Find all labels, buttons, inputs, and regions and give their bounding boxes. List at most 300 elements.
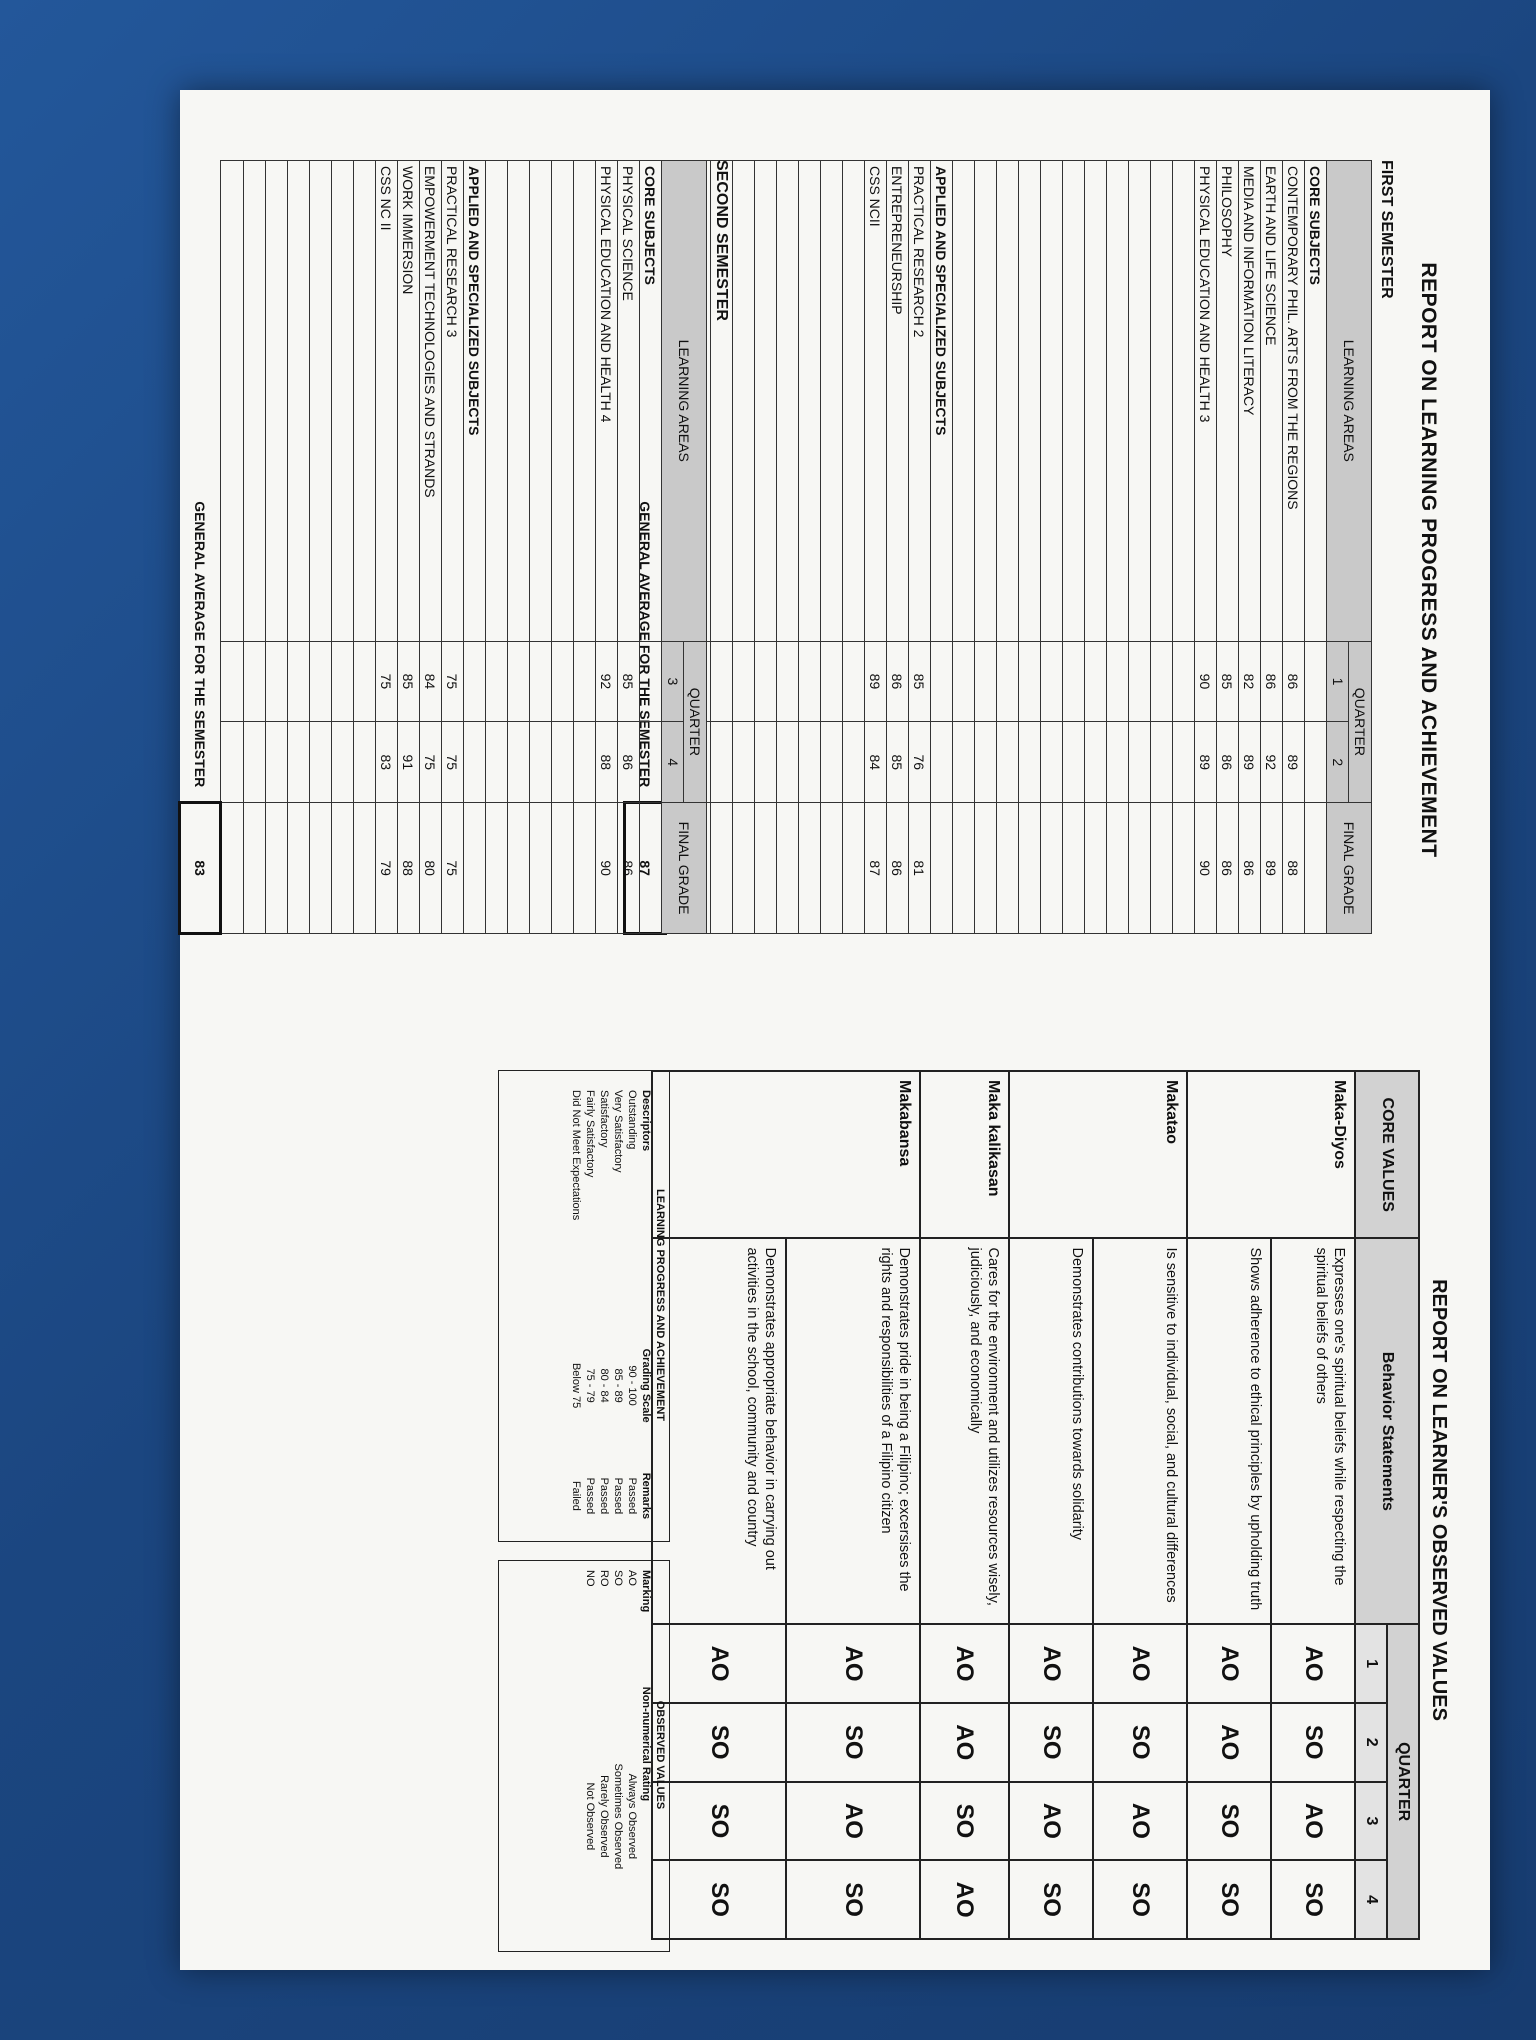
quarter-2-mark: AO	[920, 1703, 1009, 1782]
blank-row	[997, 161, 1019, 934]
grading-scale: 75 - 79	[584, 1368, 596, 1403]
quarter-4-mark: AO	[920, 1860, 1009, 1939]
empty-cell	[1063, 161, 1085, 642]
empty-cell	[821, 641, 843, 722]
final-grade-header: FINAL GRADE	[1327, 803, 1372, 934]
quarter-4-mark: SO	[1187, 1860, 1271, 1939]
descriptor: Did Not Meet Expectations	[570, 1090, 582, 1221]
quarter-grade: 75	[442, 641, 464, 722]
empty-cell	[508, 722, 530, 803]
quarter-3-mark: SO	[920, 1782, 1009, 1861]
core-values-header: CORE VALUES	[1355, 1071, 1419, 1238]
quarter-2-mark: SO	[1093, 1703, 1187, 1782]
blank-row	[953, 161, 975, 934]
empty-cell	[266, 722, 288, 803]
quarter-1-mark: AO	[786, 1624, 920, 1703]
quarter-grade: 85	[398, 641, 420, 722]
empty-cell	[1107, 722, 1129, 803]
report-card-sheet	[180, 90, 1490, 1970]
empty-cell	[508, 803, 530, 934]
quarter-2-header: 2	[1327, 722, 1350, 803]
empty-cell	[266, 803, 288, 934]
blank-row	[1041, 161, 1063, 934]
subject-name: WORK IMMERSION	[398, 161, 420, 642]
grading-scale: 90 - 100	[626, 1365, 638, 1406]
empty-cell	[574, 641, 596, 722]
empty-cell	[777, 161, 799, 642]
grading-scale: Below 75	[570, 1362, 582, 1409]
empty-cell	[843, 641, 865, 722]
empty-cell	[997, 803, 1019, 934]
behavior-statement: Cares for the environment and utilizes resources wisely, judiciously, and economically	[920, 1238, 1009, 1624]
empty-cell	[711, 803, 733, 934]
final-grade: 88	[398, 803, 420, 934]
empty-cell	[574, 161, 596, 642]
subject-name: EMPOWERMENT TECHNOLOGIES AND STRANDS	[420, 161, 442, 642]
core-value-name: Maka-Diyos	[1187, 1071, 1355, 1238]
quarter-4-mark: SO	[1271, 1860, 1355, 1939]
quarter-1-mark: AO	[1009, 1624, 1093, 1703]
first-semester-table	[624, 160, 1373, 935]
empty-cell	[486, 641, 508, 722]
behavior-statement: Demonstrates contributions towards solidarity	[1009, 1238, 1093, 1624]
empty-cell	[799, 803, 821, 934]
final-grade: 89	[1261, 803, 1283, 934]
quarter-grade: 84	[420, 641, 442, 722]
blank-row	[799, 161, 821, 934]
descriptor: Satisfactory	[598, 1090, 610, 1148]
blank-row	[266, 161, 288, 934]
learning-areas-header: LEARNING AREAS	[1327, 161, 1372, 642]
behavior-statement: Is sensitive to individual, social, and cultural differences	[1093, 1238, 1187, 1624]
final-grade: 81	[909, 803, 931, 934]
blank-row	[1107, 161, 1129, 934]
quarter-2-mark: SO	[1271, 1703, 1355, 1782]
quarter-1-header: 1	[1355, 1624, 1387, 1703]
quarter-grade: 86	[887, 641, 909, 722]
quarter-3-mark: SO	[1187, 1782, 1271, 1861]
subject-name: CSS NCII	[865, 161, 887, 642]
subject-row	[909, 161, 931, 934]
final-grade: 75	[442, 803, 464, 934]
subject-row	[596, 161, 618, 934]
empty-cell	[1041, 803, 1063, 934]
observed-values-title: REPORT ON LEARNER'S OBSERVED VALUES	[1428, 1279, 1450, 1721]
final-grade: 87	[865, 803, 887, 934]
empty-cell	[931, 722, 953, 803]
descriptor: Fairly Satisfactory	[584, 1090, 596, 1178]
empty-cell	[755, 722, 777, 803]
marking: AO	[626, 1570, 638, 1586]
grading-scale-row	[597, 1070, 611, 1540]
empty-cell	[799, 641, 821, 722]
empty-cell	[310, 641, 332, 722]
subject-row	[887, 161, 909, 934]
behavior-statement: Shows adherence to ethical principles by upholding truth	[1187, 1238, 1271, 1624]
empty-cell	[733, 641, 755, 722]
observed-values-page	[180, 1030, 1490, 1970]
blank-row	[975, 161, 997, 934]
empty-cell	[1085, 722, 1107, 803]
subject-row	[442, 161, 464, 934]
blank-row	[332, 161, 354, 934]
blank-row	[733, 161, 755, 934]
subject-name: ENTREPRENEURSHIP	[887, 161, 909, 642]
core-subjects-label: CORE SUBJECTS	[640, 161, 662, 642]
quarter-4-header: 4	[662, 722, 685, 803]
core-subjects-row	[640, 161, 662, 934]
empty-cell	[530, 161, 552, 642]
subject-row	[1283, 161, 1305, 934]
empty-cell	[821, 803, 843, 934]
empty-cell	[508, 641, 530, 722]
quarter-1-mark: AO	[1093, 1624, 1187, 1703]
descriptor: Very Satisfactory	[612, 1090, 624, 1173]
blank-row	[1019, 161, 1041, 934]
quarter-grade: 92	[1261, 722, 1283, 803]
blank-row	[288, 161, 310, 934]
quarter-grade: 86	[1261, 641, 1283, 722]
blank-row	[552, 161, 574, 934]
empty-cell	[354, 641, 376, 722]
empty-cell	[244, 641, 266, 722]
blank-row	[755, 161, 777, 934]
final-grade: 86	[887, 803, 909, 934]
blank-row	[486, 161, 508, 934]
grading-scale-row	[625, 1070, 639, 1540]
empty-cell	[486, 161, 508, 642]
empty-cell	[821, 722, 843, 803]
empty-cell	[1151, 161, 1173, 642]
empty-cell	[332, 641, 354, 722]
subject-row	[1239, 161, 1261, 934]
empty-cell	[1305, 641, 1327, 722]
quarter-4-mark: SO	[1009, 1860, 1093, 1939]
final-grade-header: FINAL GRADE	[662, 803, 707, 934]
empty-cell	[574, 803, 596, 934]
empty-cell	[464, 641, 486, 722]
core-value-name: Makatao	[1009, 1071, 1187, 1238]
subject-row	[376, 161, 398, 934]
empty-cell	[266, 161, 288, 642]
empty-cell	[1019, 803, 1041, 934]
empty-cell	[552, 803, 574, 934]
marking: SO	[612, 1570, 624, 1586]
blank-row	[221, 161, 244, 934]
quarter-grade: 88	[596, 722, 618, 803]
empty-cell	[486, 722, 508, 803]
quarter-1-header: 1	[1327, 641, 1350, 722]
final-grade: 86	[1239, 803, 1261, 934]
empty-cell	[733, 722, 755, 803]
remarks: Passed	[598, 1477, 610, 1515]
legend-marks-title: OBSERVED VALUES	[654, 1700, 666, 1810]
behavior-statements-header: Behavior Statements	[1355, 1238, 1419, 1624]
empty-cell	[975, 803, 997, 934]
quarter-grade: 91	[398, 722, 420, 803]
empty-cell	[1107, 161, 1129, 642]
blank-row	[1063, 161, 1085, 934]
quarter-grade: 86	[618, 722, 640, 803]
empty-cell	[354, 803, 376, 934]
marking-row	[597, 1560, 611, 1950]
core-subjects-row	[1305, 161, 1327, 934]
empty-cell	[799, 161, 821, 642]
empty-cell	[310, 722, 332, 803]
empty-cell	[508, 161, 530, 642]
quarter-1-mark: AO	[652, 1624, 786, 1703]
grading-scale-row	[583, 1070, 597, 1540]
non-numerical-rating: Always Observed	[626, 1773, 638, 1860]
quarter-3-header: 3	[662, 641, 685, 722]
empty-cell	[953, 641, 975, 722]
observed-value-row	[1093, 1071, 1187, 1939]
blank-row	[843, 161, 865, 934]
empty-cell	[221, 803, 244, 934]
marking: RO	[598, 1570, 610, 1587]
quarter-grade: 89	[1239, 722, 1261, 803]
empty-cell	[244, 161, 266, 642]
subject-name: EARTH AND LIFE SCIENCE	[1261, 161, 1283, 642]
progress-title: REPORT ON LEARNING PROGRESS AND ACHIEVEMENT	[1417, 262, 1440, 858]
quarter-grade: 86	[1283, 641, 1305, 722]
empty-cell	[997, 722, 1019, 803]
general-average-value: 87	[625, 803, 666, 934]
quarter-2-mark: SO	[786, 1703, 920, 1782]
general-average-label: GENERAL AVERAGE FOR THE SEMESTER	[192, 501, 208, 788]
empty-cell	[953, 161, 975, 642]
legend-marking-header: Marking	[640, 1570, 652, 1613]
blank-row	[354, 161, 376, 934]
empty-cell	[1107, 803, 1129, 934]
empty-cell	[1173, 722, 1195, 803]
blank-row	[1085, 161, 1107, 934]
empty-cell	[997, 641, 1019, 722]
quarter-grade: 89	[1195, 722, 1217, 803]
applied-subjects-row	[931, 161, 953, 934]
blank-row	[821, 161, 843, 934]
grading-scale: 80 - 84	[598, 1368, 610, 1403]
second-semester-table	[179, 160, 708, 935]
quarter-grade: 82	[1239, 641, 1261, 722]
legend-descriptors-header: Descriptors	[640, 1090, 652, 1152]
behavior-statement: Demonstrates appropriate behavior in carrying out activities in the school, community and country	[652, 1238, 786, 1624]
legend-remarks-header: Remarks	[640, 1472, 652, 1520]
empty-cell	[640, 641, 662, 722]
blank-row	[244, 161, 266, 934]
empty-cell	[1041, 641, 1063, 722]
empty-cell	[1063, 641, 1085, 722]
quarter-1-mark: AO	[1187, 1624, 1271, 1703]
learning-progress-page	[180, 90, 1490, 1030]
quarter-3-mark: AO	[1093, 1782, 1187, 1861]
quarter-4-mark: SO	[652, 1860, 786, 1939]
quarter-grade: 83	[376, 722, 398, 803]
observed-value-row	[920, 1071, 1009, 1939]
empty-cell	[288, 722, 310, 803]
quarter-grade: 89	[865, 641, 887, 722]
empty-cell	[777, 641, 799, 722]
second-semester-title: SECOND SEMESTER	[713, 160, 730, 321]
empty-cell	[975, 722, 997, 803]
quarter-grade: 85	[1217, 641, 1239, 722]
empty-cell	[221, 641, 244, 722]
empty-cell	[640, 722, 662, 803]
empty-cell	[711, 722, 733, 803]
empty-cell	[799, 722, 821, 803]
first-semester-title: FIRST SEMESTER	[1378, 160, 1395, 299]
observed-value-row	[1271, 1071, 1355, 1939]
empty-cell	[221, 722, 244, 803]
empty-cell	[997, 161, 1019, 642]
final-grade: 90	[596, 803, 618, 934]
grading-scale-row	[569, 1070, 583, 1540]
quarter-grade: 84	[865, 722, 887, 803]
quarter-3-mark: SO	[652, 1782, 786, 1861]
quarter-grade: 75	[420, 722, 442, 803]
subject-row	[1261, 161, 1283, 934]
legend-scale-title: LEARNING PROGRESS AND ACHIEVEMENT	[654, 1188, 666, 1422]
empty-cell	[464, 722, 486, 803]
quarter-header: QUARTER	[1387, 1624, 1419, 1939]
empty-cell	[1019, 722, 1041, 803]
empty-cell	[244, 803, 266, 934]
grading-scale-table	[569, 1070, 670, 1540]
remarks: Passed	[626, 1477, 638, 1515]
subject-row	[1195, 161, 1217, 934]
empty-cell	[1063, 722, 1085, 803]
empty-cell	[640, 803, 662, 934]
blank-row	[574, 161, 596, 934]
empty-cell	[777, 803, 799, 934]
marking-row	[625, 1560, 639, 1950]
subject-name: PHYSICAL SCIENCE	[618, 161, 640, 642]
empty-cell	[332, 161, 354, 642]
blank-row	[310, 161, 332, 934]
final-grade: 80	[420, 803, 442, 934]
empty-cell	[1173, 161, 1195, 642]
non-numerical-rating: Not Observed	[584, 1782, 596, 1851]
quarter-grade: 89	[1283, 722, 1305, 803]
quarter-1-mark: AO	[1271, 1624, 1355, 1703]
marking-table	[583, 1560, 670, 1950]
empty-cell	[755, 803, 777, 934]
empty-cell	[530, 641, 552, 722]
empty-cell	[310, 161, 332, 642]
quarter-grade: 90	[1195, 641, 1217, 722]
observed-value-row	[786, 1071, 920, 1939]
empty-cell	[1107, 641, 1129, 722]
empty-cell	[733, 803, 755, 934]
empty-cell	[1041, 161, 1063, 642]
quarter-header: QUARTER	[684, 641, 707, 803]
marking: NO	[584, 1570, 596, 1587]
empty-cell	[1085, 641, 1107, 722]
subject-row	[618, 161, 640, 934]
empty-cell	[354, 161, 376, 642]
remarks: Failed	[570, 1480, 582, 1511]
blank-row	[1173, 161, 1195, 934]
empty-cell	[288, 803, 310, 934]
empty-cell	[755, 641, 777, 722]
empty-cell	[931, 803, 953, 934]
empty-cell	[1129, 722, 1151, 803]
quarter-3-mark: AO	[786, 1782, 920, 1861]
empty-cell	[975, 161, 997, 642]
general-average-row	[180, 161, 221, 934]
blank-row	[1151, 161, 1173, 934]
subject-name: PHILOSOPHY	[1217, 161, 1239, 642]
empty-cell	[733, 161, 755, 642]
core-value-name: Makabansa	[652, 1071, 920, 1238]
non-numerical-rating: Rarely Observed	[598, 1775, 610, 1858]
empty-cell	[975, 641, 997, 722]
empty-cell	[1085, 803, 1107, 934]
descriptor: Outstanding	[626, 1090, 638, 1150]
empty-cell	[1041, 722, 1063, 803]
quarter-grade: 75	[442, 722, 464, 803]
empty-cell	[1151, 803, 1173, 934]
final-grade: 86	[1217, 803, 1239, 934]
empty-cell	[332, 803, 354, 934]
quarter-grade: 76	[909, 722, 931, 803]
subject-name: PHYSICAL EDUCATION AND HEALTH 3	[1195, 161, 1217, 642]
empty-cell	[552, 161, 574, 642]
empty-cell	[1173, 641, 1195, 722]
empty-cell	[1129, 803, 1151, 934]
general-average-value: 83	[180, 803, 221, 934]
applied-subjects-label: APPLIED AND SPECIALIZED SUBJECTS	[464, 161, 486, 642]
marking-row	[611, 1560, 625, 1950]
quarter-grade: 85	[909, 641, 931, 722]
empty-cell	[310, 803, 332, 934]
behavior-statement: Demonstrates pride in being a Filipino; excersises the rights and responsibilities of a Filipino citizen	[786, 1238, 920, 1624]
empty-cell	[1305, 803, 1327, 934]
applied-subjects-row	[464, 161, 486, 934]
empty-cell	[953, 722, 975, 803]
quarter-2-mark: SO	[1009, 1703, 1093, 1782]
legend-rating-header: Non-numerical Rating	[640, 1686, 652, 1802]
observed-values-table	[651, 1070, 1420, 1940]
empty-cell	[464, 803, 486, 934]
quarter-2-header: 2	[1355, 1703, 1387, 1782]
subject-row	[420, 161, 442, 934]
empty-cell	[931, 641, 953, 722]
blank-row	[1129, 161, 1151, 934]
final-grade: 86	[618, 803, 640, 934]
remarks: Passed	[612, 1477, 624, 1515]
empty-cell	[288, 641, 310, 722]
subject-name: PRACTICAL RESEARCH 3	[442, 161, 464, 642]
learning-areas-header: LEARNING AREAS	[662, 161, 707, 642]
general-average-label: GENERAL AVERAGE FOR THE SEMESTER	[637, 501, 653, 788]
empty-cell	[1019, 161, 1041, 642]
final-grade: 90	[1195, 803, 1217, 934]
empty-cell	[1129, 161, 1151, 642]
quarter-grade: 86	[1217, 722, 1239, 803]
quarter-4-header: 4	[1355, 1860, 1387, 1939]
empty-cell	[530, 803, 552, 934]
empty-cell	[530, 722, 552, 803]
applied-subjects-label: APPLIED AND SPECIALIZED SUBJECTS	[931, 161, 953, 642]
grading-scale: 85 - 89	[612, 1368, 624, 1403]
quarter-1-mark: AO	[920, 1624, 1009, 1703]
core-subjects-label: CORE SUBJECTS	[1305, 161, 1327, 642]
quarter-grade: 75	[376, 641, 398, 722]
empty-cell	[574, 722, 596, 803]
subject-row	[398, 161, 420, 934]
blank-row	[530, 161, 552, 934]
